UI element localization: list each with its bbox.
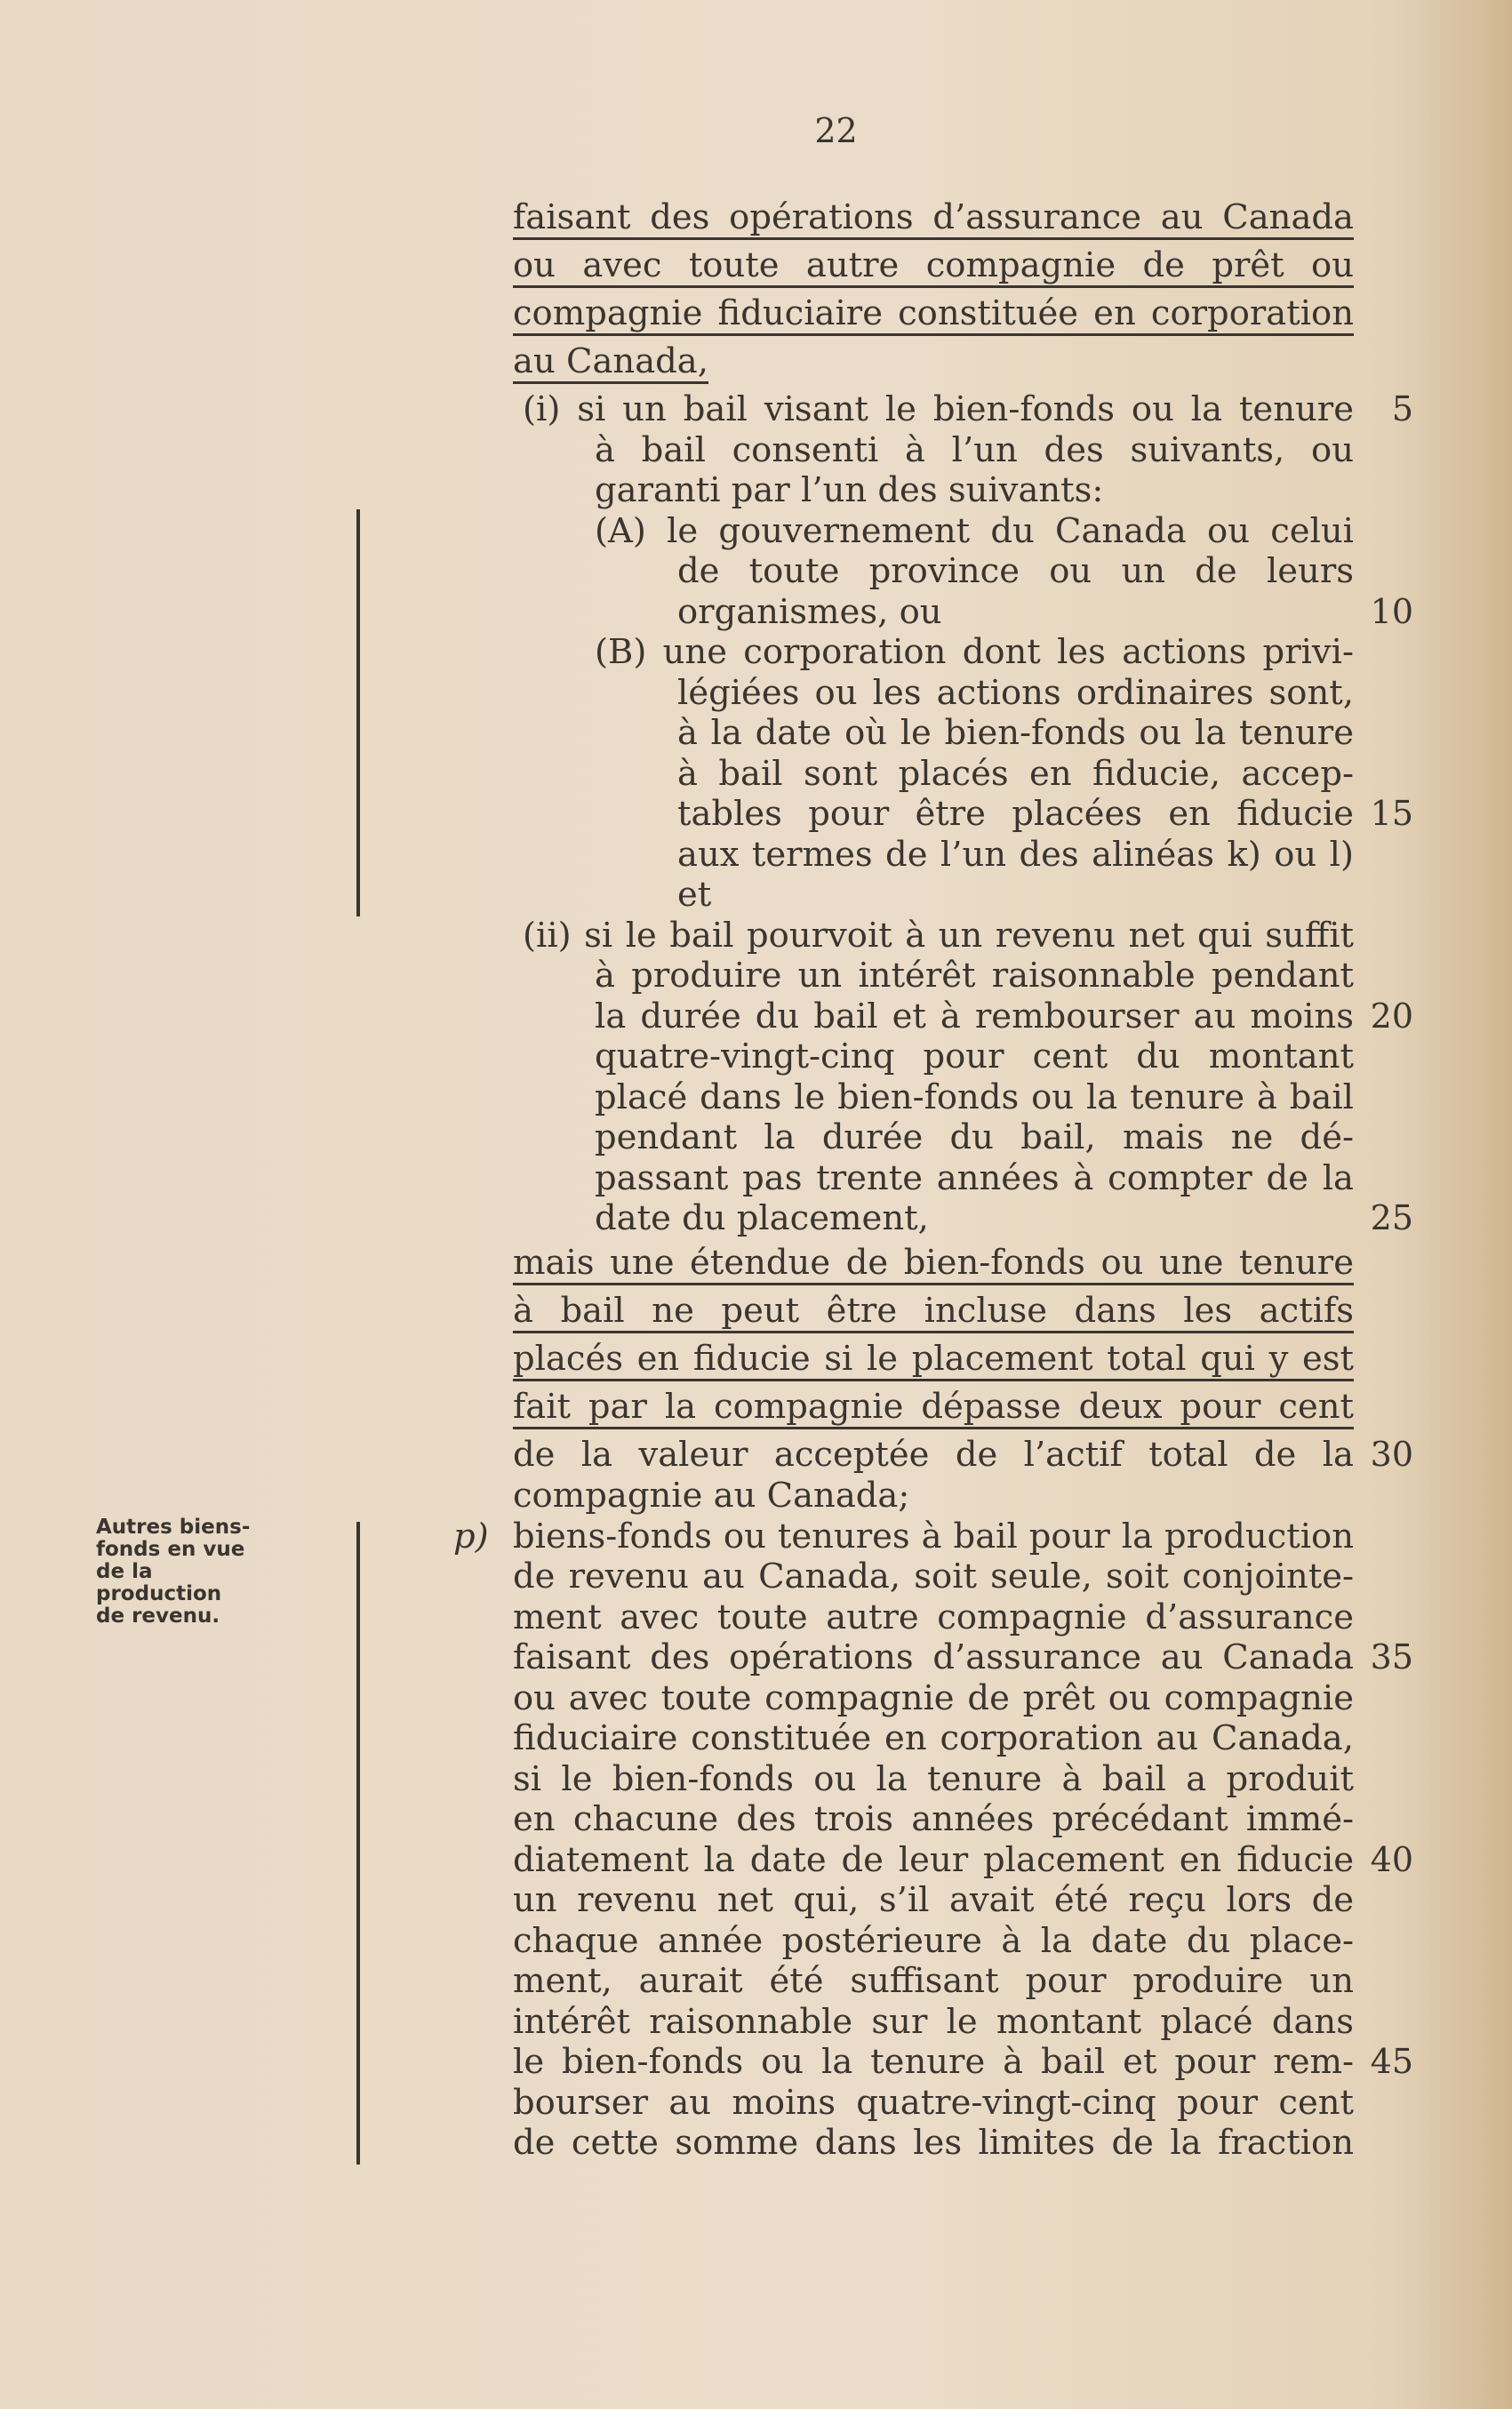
margin-note-line: de revenu.	[96, 1605, 220, 1628]
text-line: (i) si un bail visant le bien-fonds ou la tenure	[523, 389, 1354, 429]
text-line: faisant des opérations d’assurance au Canada	[513, 197, 1354, 240]
margin-note-line: fonds en vue	[96, 1538, 245, 1561]
text-line: ou avec toute compagnie de prêt ou compagnie	[513, 1678, 1354, 1718]
line-number: 30	[1370, 1435, 1413, 1474]
text-line: (A) le gouvernement du Canada ou celui	[595, 511, 1354, 551]
text-line: si le bien-fonds ou la tenure à bail a produit	[513, 1759, 1354, 1799]
text-line: biens-fonds ou tenures à bail pour la production	[513, 1517, 1354, 1557]
text-line: la durée du bail et à rembourser au moins	[595, 996, 1354, 1036]
paragraph-label: p)	[453, 1517, 489, 1557]
text-line: bourser au moins quatre-vingt-cinq pour cent	[513, 2083, 1354, 2123]
text-line: quatre-vingt-cinq pour cent du montant	[595, 1036, 1354, 1076]
line-number: 20	[1370, 996, 1413, 1036]
revision-bar-lower	[356, 1522, 360, 2165]
text-line: ment avec toute autre compagnie d’assurance	[513, 1597, 1354, 1637]
revision-bar-upper	[356, 509, 360, 916]
page-number: 22	[814, 111, 858, 150]
text-line: à la date où le bien-fonds ou la tenure	[677, 713, 1354, 753]
text-line: diatement la date de leur placement en fiducie	[513, 1840, 1354, 1880]
text-line: passant pas trente années à compter de la	[595, 1158, 1354, 1198]
text-line: chaque année postérieure à la date du place-	[513, 1921, 1354, 1961]
line-number: 25	[1370, 1198, 1413, 1237]
text-line: à produire un intérêt raisonnable pendant	[595, 956, 1354, 996]
text-line: intérêt raisonnable sur le montant placé dans	[513, 2002, 1354, 2042]
line-number: 15	[1370, 794, 1413, 833]
text-line: mais une étendue de bien-fonds ou une tenure	[513, 1243, 1354, 1285]
text-line: pendant la durée du bail, mais ne dé-	[595, 1117, 1354, 1157]
text-line: un revenu net qui, s’il avait été reçu lors de	[513, 1880, 1354, 1920]
text-line: de la valeur acceptée de l’actif total de la	[513, 1435, 1354, 1475]
line-number: 10	[1370, 592, 1413, 631]
text-line: au Canada,	[513, 341, 708, 384]
text-line: (B) une corporation dont les actions privi-	[595, 632, 1354, 672]
text-line: en chacune des trois années précédant immé-	[513, 1799, 1354, 1839]
text-line: fiduciaire constituée en corporation au Canada,	[513, 1718, 1354, 1758]
text-line: date du placement,	[595, 1198, 929, 1238]
line-number: 40	[1370, 1840, 1413, 1879]
margin-note-line: de la	[96, 1560, 153, 1583]
text-line: placé dans le bien-fonds ou la tenure à bail	[595, 1077, 1354, 1117]
text-line: faisant des opérations d’assurance au Canada	[513, 1637, 1354, 1677]
margin-note-line: production	[96, 1582, 222, 1605]
text-line: le bien-fonds ou la tenure à bail et pour rem-	[513, 2042, 1354, 2082]
text-line: de revenu au Canada, soit seule, soit conjointe-	[513, 1557, 1354, 1597]
margin-note	[96, 1517, 265, 1628]
text-line: organismes, ou	[677, 592, 942, 632]
line-number: 5	[1391, 389, 1413, 428]
text-line: de cette somme dans les limites de la fraction	[513, 2123, 1354, 2163]
text-line: compagnie au Canada;	[513, 1476, 910, 1516]
margin-note-line: Autres biens-	[96, 1516, 251, 1539]
text-line: de toute province ou un de leurs	[677, 551, 1354, 591]
text-line: à bail ne peut être incluse dans les actifs	[513, 1291, 1354, 1333]
line-number: 45	[1370, 2042, 1413, 2081]
text-line: ou avec toute autre compagnie de prêt ou	[513, 245, 1354, 288]
text-line: tables pour être placées en fiducie	[677, 794, 1354, 834]
text-line: aux termes de l’un des alinéas k) ou l)	[677, 835, 1354, 875]
text-line: et	[677, 875, 712, 915]
line-number: 35	[1370, 1637, 1413, 1677]
text-line: à bail consenti à l’un des suivants, ou	[595, 430, 1354, 470]
text-line: compagnie fiduciaire constituée en corporation	[513, 293, 1354, 336]
text-line: à bail sont placés en fiducie, accep-	[677, 754, 1354, 794]
text-line: (ii) si le bail pourvoit à un revenu net qui suffit	[523, 916, 1354, 956]
text-line: placés en fiducie si le placement total qui y est	[513, 1339, 1354, 1381]
text-line: légiées ou les actions ordinaires sont,	[677, 673, 1354, 713]
text-line: garanti par l’un des suivants:	[595, 470, 1104, 510]
text-line: fait par la compagnie dépasse deux pour cent	[513, 1387, 1354, 1429]
text-line: ment, aurait été suffisant pour produire un	[513, 1961, 1354, 2001]
